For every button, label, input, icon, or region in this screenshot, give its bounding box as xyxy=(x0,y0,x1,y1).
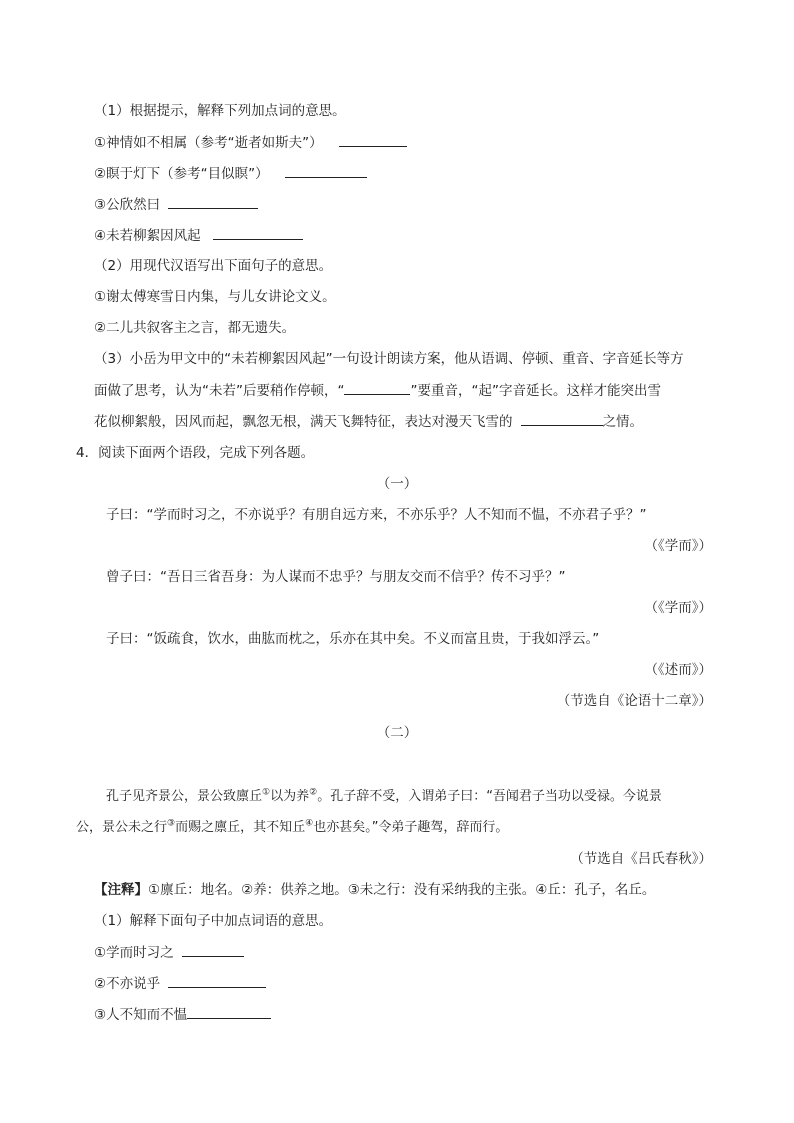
q3-part1-item-2 xyxy=(94,163,367,183)
answer-blank[interactable] xyxy=(213,225,303,240)
item-text: ②不亦说乎 xyxy=(94,976,161,992)
source-part-one: （节选自《论语十二章》） xyxy=(556,693,712,709)
source-part-two: （节选自《吕氏春秋》） xyxy=(570,851,712,867)
passage-text: 。孔子辞不受，入谓弟子曰：“吾闻君子当功以受禄。今说景 xyxy=(317,789,662,804)
part-one-label: （一） xyxy=(376,476,418,492)
text-b: 之情。 xyxy=(602,414,643,430)
passage-two-line-2 xyxy=(76,818,508,838)
item-text: ②瞑于灯下（参考“目似瞑”） xyxy=(94,166,269,182)
passage-two-line-1 xyxy=(106,787,662,807)
answer-blank[interactable] xyxy=(168,194,258,209)
item-text: ③公欣然曰 xyxy=(94,197,161,213)
answer-blank[interactable] xyxy=(344,380,410,395)
notes-text: ①廪丘：地名。②养：供养之地。③未之行：没有采纳我的主张。④丘：孔子，名丘。 xyxy=(148,882,656,898)
q3-part3-line-2 xyxy=(94,380,661,400)
notes-label: 【注释】 xyxy=(94,882,148,898)
note-marker-4: ④ xyxy=(305,818,314,829)
note-marker-3: ③ xyxy=(167,818,176,829)
q4-sub1-item-3 xyxy=(94,1004,271,1024)
q4-sub1-title: （1）解释下面句子中加点词语的意思。 xyxy=(94,913,333,929)
note-marker-2: ② xyxy=(309,787,318,798)
text-a: 花似柳絮般，因风而起，飘忽无根，满天飞舞特征，表达对漫天飞雪的 xyxy=(94,414,513,430)
part-two-label: （二） xyxy=(376,725,418,741)
text-a: 面做了思考，认为“未若”后要稍作停顿，“ xyxy=(94,383,345,399)
note-marker-1: ① xyxy=(262,787,271,798)
q3-part1-item-1 xyxy=(94,132,407,152)
quote-1: 子曰：“学而时习之，不亦说乎？有朋自远方来，不亦乐乎？人不知而不愠，不亦君子乎？” xyxy=(106,507,647,523)
item-text: ③人不知而不愠 xyxy=(94,1007,188,1023)
q3-part3-line-1: （3）小岳为甲文中的“未若柳絮因风起”一句设计朗读方案，他从语调、停顿、重音、字音延长等方 xyxy=(94,351,684,367)
source-1: （《学而》） xyxy=(644,538,712,554)
passage-text: 也亦甚矣。”令弟子趣驾，辞而行。 xyxy=(313,820,509,835)
q4-heading: 4．阅读下面两个语段，完成下列各题。 xyxy=(76,445,315,461)
q3-part1-item-3 xyxy=(94,194,258,214)
q3-part1-title: （1）根据提示，解释下列加点词的意思。 xyxy=(94,103,346,119)
quote-3: 子曰：“饭疏食，饮水，曲肱而枕之，乐亦在其中矣。不义而富且贵，于我如浮云。” xyxy=(106,631,600,647)
answer-blank[interactable] xyxy=(285,163,367,178)
q3-part2-item-1: ①谢太傅寒雪日内集，与儿女讲论文义。 xyxy=(94,289,336,305)
quote-2: 曾子曰：“吾日三省吾身：为人谋而不忠乎？与朋友交而不信乎？传不习乎？” xyxy=(106,569,566,585)
source-2: （《学而》） xyxy=(644,600,712,616)
source-3: （《述而》） xyxy=(644,662,712,678)
item-text: ①神情如不相属（参考“逝者如斯夫”） xyxy=(94,135,323,151)
text-b: ”要重音，“起”字音延长。这样才能突出雪 xyxy=(410,383,661,399)
answer-blank[interactable] xyxy=(339,132,407,147)
answer-blank[interactable] xyxy=(521,411,603,426)
q4-sub1-item-2 xyxy=(94,973,266,993)
q3-part2-item-2: ②二儿共叙客主之言，都无遗失。 xyxy=(94,320,296,336)
answer-blank[interactable] xyxy=(168,973,266,988)
passage-text: 公，景公未之行 xyxy=(76,820,168,835)
q4-sub1-item-1 xyxy=(94,942,244,962)
item-text: ④未若柳絮因风起 xyxy=(94,228,201,244)
q3-part3-line-3 xyxy=(94,411,643,431)
answer-blank[interactable] xyxy=(187,1004,271,1019)
q3-part1-item-4 xyxy=(94,225,303,245)
passage-text: 孔子见齐景公，景公致廪丘 xyxy=(106,789,263,804)
item-text: ①学而时习之 xyxy=(94,945,174,961)
notes xyxy=(94,880,655,900)
answer-blank[interactable] xyxy=(182,942,244,957)
passage-text: 而赐之廪丘，其不知丘 xyxy=(175,820,306,835)
q3-part2-title: （2）用现代汉语写出下面句子的意思。 xyxy=(94,258,333,274)
passage-text: 以为养 xyxy=(270,789,310,804)
